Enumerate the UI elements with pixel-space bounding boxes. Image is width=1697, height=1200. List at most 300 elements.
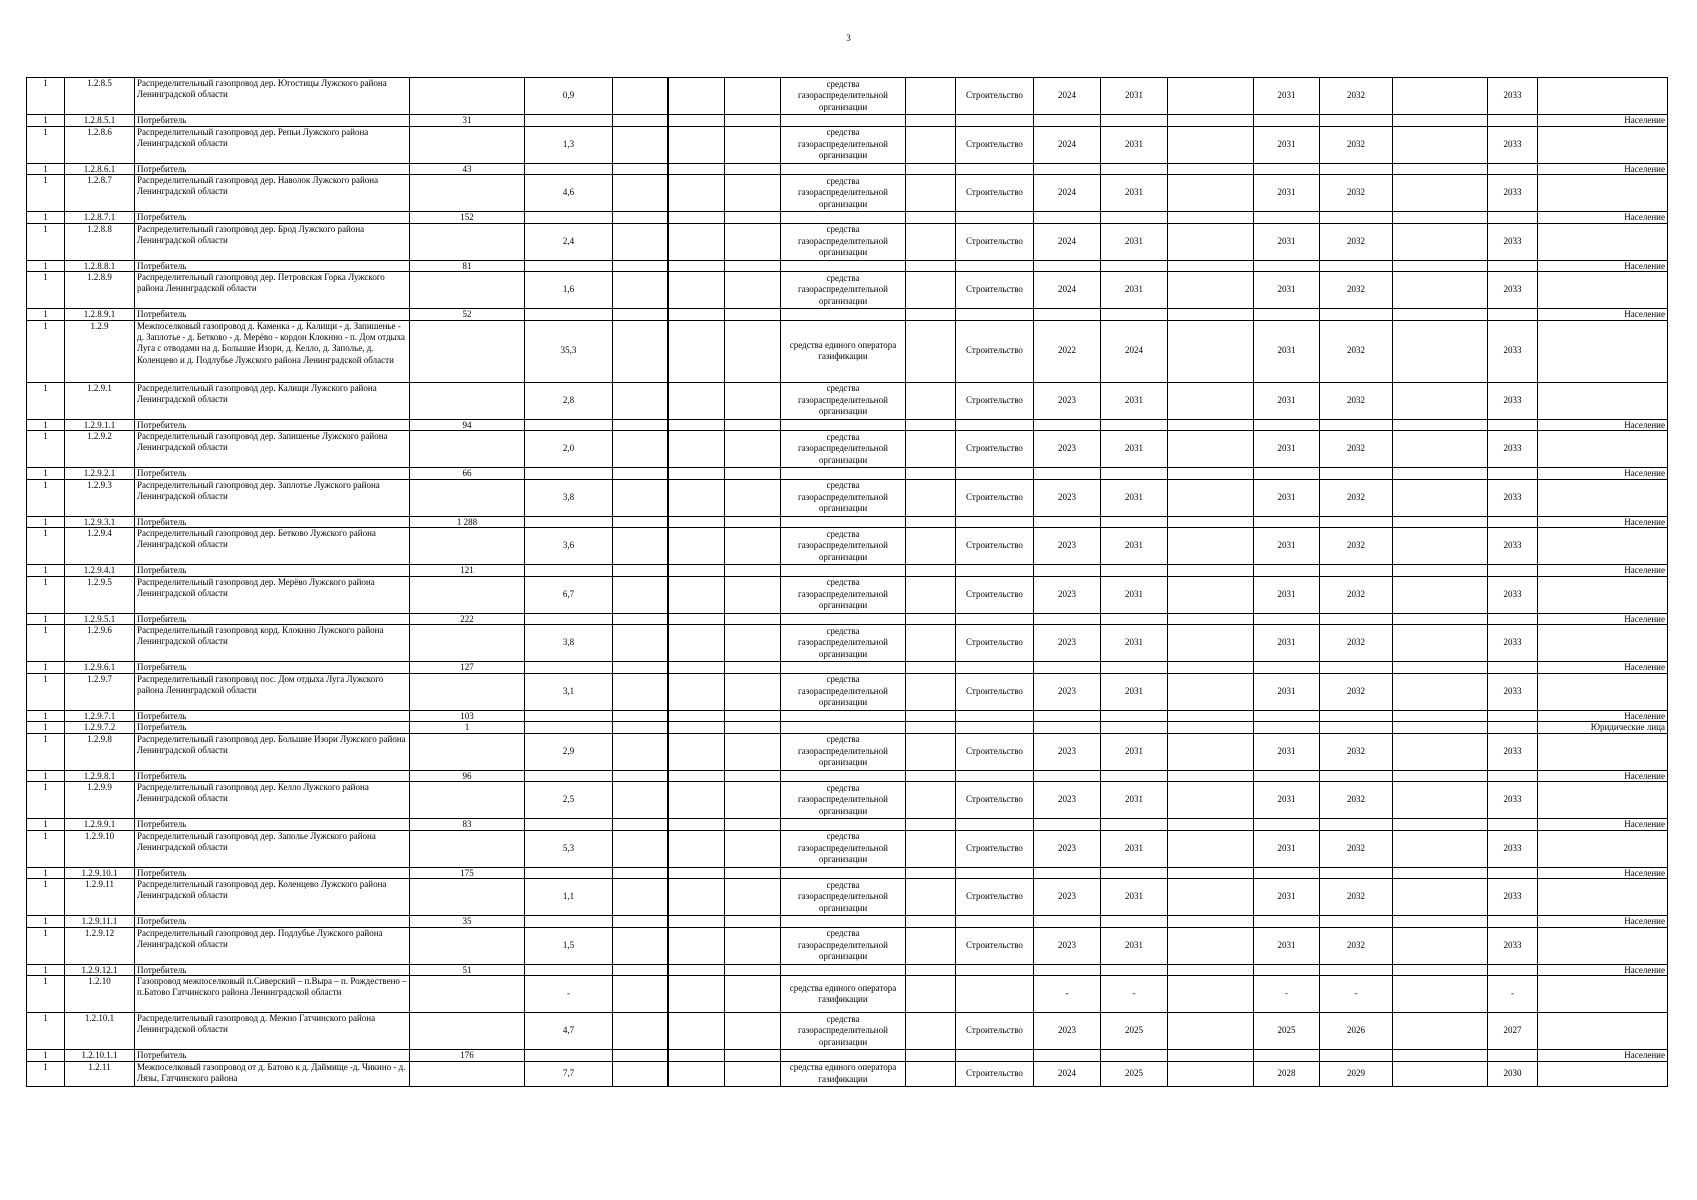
year-cell: 2033 [1488, 782, 1538, 819]
year-cell [1254, 722, 1320, 734]
length-cell: 3,6 [525, 528, 613, 565]
empty-cell [613, 710, 668, 722]
code-cell: 1.2.8.5.1 [65, 115, 135, 127]
empty-cell [1168, 879, 1254, 916]
consumer-count-cell [410, 272, 525, 309]
empty-cell [613, 976, 668, 1013]
funding-source-cell [781, 565, 906, 577]
consumer-row [27, 516, 1668, 528]
year-start-cell [1034, 419, 1101, 431]
consumer-count-cell: 121 [410, 565, 525, 577]
year-start-cell [1034, 662, 1101, 674]
name-cell: Распределительный газопровод дер. Югостицы Лужского района Ленинградской области [135, 78, 410, 115]
work-type-cell: Строительство [956, 126, 1034, 163]
empty-cell [1393, 479, 1488, 516]
consumer-group-cell [1538, 879, 1668, 916]
empty-cell [668, 1050, 725, 1062]
year-cell [1101, 613, 1168, 625]
empty-cell [906, 468, 956, 480]
name-cell: Распределительный газопровод дер. Брод Лужского района Ленинградской области [135, 223, 410, 260]
length-cell: 3,1 [525, 673, 613, 710]
consumer-count-cell: 96 [410, 770, 525, 782]
empty-cell [1393, 528, 1488, 565]
work-type-cell: Строительство [956, 223, 1034, 260]
empty-cell [1393, 673, 1488, 710]
year-cell [1320, 309, 1393, 321]
empty-cell [1393, 662, 1488, 674]
consumer-group-cell [1538, 479, 1668, 516]
empty-cell [613, 382, 668, 419]
level-cell: 1 [27, 819, 65, 831]
consumer-row [27, 662, 1668, 674]
empty-cell [613, 673, 668, 710]
year-cell: 2032 [1320, 78, 1393, 115]
year-cell: - [1254, 976, 1320, 1013]
level-cell: 1 [27, 576, 65, 613]
empty-cell [906, 272, 956, 309]
level-cell: 1 [27, 976, 65, 1013]
year-cell [1101, 163, 1168, 175]
empty-cell [668, 223, 725, 260]
consumer-group-cell [1538, 431, 1668, 468]
year-cell: 2032 [1320, 830, 1393, 867]
name-cell: Распределительный газопровод дер. Петровская Горка Лужского района Ленинградской области [135, 272, 410, 309]
length-cell [525, 710, 613, 722]
year-start-cell: 2023 [1034, 625, 1101, 662]
empty-cell [725, 78, 781, 115]
empty-cell [906, 722, 956, 734]
empty-cell [906, 1013, 956, 1050]
consumer-count-cell: 35 [410, 916, 525, 928]
funding-source-cell: средства газораспределительной организации [781, 272, 906, 309]
year-cell: 2033 [1488, 223, 1538, 260]
year-cell: 2031 [1101, 223, 1168, 260]
year-cell [1488, 722, 1538, 734]
consumer-group-cell: Население [1538, 260, 1668, 272]
year-cell: 2033 [1488, 879, 1538, 916]
consumer-count-cell [410, 879, 525, 916]
empty-cell [906, 964, 956, 976]
empty-cell [613, 722, 668, 734]
year-start-cell: 2024 [1034, 272, 1101, 309]
level-cell: 1 [27, 964, 65, 976]
year-cell: 2031 [1254, 576, 1320, 613]
funding-source-cell: средства газораспределительной организации [781, 625, 906, 662]
empty-cell [906, 419, 956, 431]
year-cell [1101, 722, 1168, 734]
empty-cell [613, 431, 668, 468]
funding-source-cell [781, 964, 906, 976]
year-cell: 2024 [1101, 320, 1168, 382]
consumer-group-cell [1538, 272, 1668, 309]
year-cell: 2031 [1254, 431, 1320, 468]
funding-source-cell [781, 516, 906, 528]
length-cell: 2,4 [525, 223, 613, 260]
work-type-cell: Строительство [956, 320, 1034, 382]
empty-cell [1393, 722, 1488, 734]
year-cell: 2032 [1320, 733, 1393, 770]
year-cell: 2031 [1254, 879, 1320, 916]
consumer-row [27, 867, 1668, 879]
empty-cell [1393, 163, 1488, 175]
name-cell: Потребитель [135, 819, 410, 831]
pipeline-row [27, 431, 1668, 468]
empty-cell [1393, 867, 1488, 879]
empty-cell [1168, 320, 1254, 382]
length-cell: 5,3 [525, 830, 613, 867]
code-cell: 1.2.10.1 [65, 1013, 135, 1050]
year-start-cell: 2023 [1034, 782, 1101, 819]
year-cell [1101, 916, 1168, 928]
empty-cell [613, 916, 668, 928]
consumer-count-cell [410, 528, 525, 565]
year-cell: 2031 [1254, 126, 1320, 163]
level-cell: 1 [27, 565, 65, 577]
empty-cell [668, 175, 725, 212]
empty-cell [1168, 163, 1254, 175]
empty-cell [906, 382, 956, 419]
year-cell: 2031 [1101, 830, 1168, 867]
empty-cell [725, 879, 781, 916]
consumer-group-cell: Население [1538, 419, 1668, 431]
empty-cell [725, 260, 781, 272]
empty-cell [613, 260, 668, 272]
year-cell [1488, 468, 1538, 480]
empty-cell [668, 479, 725, 516]
code-cell: 1.2.9.1.1 [65, 419, 135, 431]
year-start-cell [1034, 565, 1101, 577]
consumer-row [27, 419, 1668, 431]
empty-cell [613, 782, 668, 819]
empty-cell [1168, 382, 1254, 419]
year-cell: 2032 [1320, 431, 1393, 468]
length-cell: 1,1 [525, 879, 613, 916]
year-cell: 2033 [1488, 733, 1538, 770]
consumer-count-cell [410, 673, 525, 710]
funding-source-cell: средства газораспределительной организации [781, 576, 906, 613]
year-start-cell: 2023 [1034, 528, 1101, 565]
work-type-cell: Строительство [956, 879, 1034, 916]
year-cell: 2032 [1320, 382, 1393, 419]
work-type-cell [956, 613, 1034, 625]
empty-cell [906, 819, 956, 831]
year-start-cell [1034, 964, 1101, 976]
empty-cell [613, 419, 668, 431]
code-cell: 1.2.9.6.1 [65, 662, 135, 674]
name-cell: Распределительный газопровод дер. Большие Изори Лужского района Ленинградской области [135, 733, 410, 770]
level-cell: 1 [27, 516, 65, 528]
length-cell [525, 516, 613, 528]
year-cell [1254, 419, 1320, 431]
gas-pipeline-table [26, 77, 1668, 1087]
consumer-row [27, 163, 1668, 175]
year-cell: 2033 [1488, 576, 1538, 613]
funding-source-cell [781, 212, 906, 224]
empty-cell [1168, 613, 1254, 625]
year-cell: 2031 [1101, 625, 1168, 662]
empty-cell [668, 782, 725, 819]
consumer-count-cell [410, 223, 525, 260]
consumer-row [27, 1050, 1668, 1062]
year-cell: 2032 [1320, 927, 1393, 964]
consumer-row [27, 710, 1668, 722]
level-cell: 1 [27, 126, 65, 163]
length-cell [525, 722, 613, 734]
year-cell [1488, 309, 1538, 321]
empty-cell [725, 916, 781, 928]
work-type-cell: Строительство [956, 479, 1034, 516]
consumer-group-cell [1538, 78, 1668, 115]
name-cell: Потребитель [135, 867, 410, 879]
code-cell: 1.2.9.10.1 [65, 867, 135, 879]
year-start-cell [1034, 309, 1101, 321]
level-cell: 1 [27, 468, 65, 480]
year-cell: 2031 [1254, 782, 1320, 819]
consumer-group-cell [1538, 528, 1668, 565]
year-cell [1320, 770, 1393, 782]
year-cell: 2031 [1254, 272, 1320, 309]
empty-cell [906, 782, 956, 819]
year-cell: 2033 [1488, 431, 1538, 468]
empty-cell [1393, 733, 1488, 770]
consumer-count-cell: 1 [410, 722, 525, 734]
name-cell: Потребитель [135, 722, 410, 734]
year-cell: 2031 [1254, 175, 1320, 212]
empty-cell [1168, 431, 1254, 468]
code-cell: 1.2.9.3.1 [65, 516, 135, 528]
work-type-cell [956, 964, 1034, 976]
work-type-cell: Строительство [956, 272, 1034, 309]
year-cell [1101, 115, 1168, 127]
year-cell: 2025 [1101, 1061, 1168, 1086]
consumer-count-cell: 94 [410, 419, 525, 431]
empty-cell [906, 1050, 956, 1062]
empty-cell [613, 867, 668, 879]
level-cell: 1 [27, 431, 65, 468]
empty-cell [725, 431, 781, 468]
level-cell: 1 [27, 223, 65, 260]
length-cell [525, 309, 613, 321]
year-cell [1488, 115, 1538, 127]
empty-cell [1393, 964, 1488, 976]
funding-source-cell [781, 1050, 906, 1062]
empty-cell [1168, 1013, 1254, 1050]
empty-cell [1393, 175, 1488, 212]
consumer-count-cell [410, 479, 525, 516]
empty-cell [613, 770, 668, 782]
empty-cell [1168, 662, 1254, 674]
empty-cell [613, 175, 668, 212]
empty-cell [725, 419, 781, 431]
name-cell: Межпоселковый газопровод от д. Батово к д. Даймище -д. Чикино - д. Лязы, Гатчинского района [135, 1061, 410, 1086]
consumer-count-cell: 66 [410, 468, 525, 480]
consumer-group-cell [1538, 320, 1668, 382]
consumer-group-cell [1538, 126, 1668, 163]
empty-cell [725, 976, 781, 1013]
work-type-cell: Строительство [956, 382, 1034, 419]
name-cell: Потребитель [135, 468, 410, 480]
level-cell: 1 [27, 770, 65, 782]
year-cell: 2031 [1101, 782, 1168, 819]
year-start-cell: 2024 [1034, 126, 1101, 163]
consumer-count-cell [410, 830, 525, 867]
empty-cell [613, 115, 668, 127]
empty-cell [613, 830, 668, 867]
empty-cell [725, 1013, 781, 1050]
consumer-group-cell: Население [1538, 662, 1668, 674]
empty-cell [1393, 309, 1488, 321]
empty-cell [1393, 916, 1488, 928]
empty-cell [668, 468, 725, 480]
year-cell: 2025 [1101, 1013, 1168, 1050]
empty-cell [613, 468, 668, 480]
year-cell: 2032 [1320, 320, 1393, 382]
year-cell [1101, 710, 1168, 722]
empty-cell [906, 212, 956, 224]
level-cell: 1 [27, 927, 65, 964]
funding-source-cell: средства газораспределительной организации [781, 879, 906, 916]
empty-cell [613, 879, 668, 916]
empty-cell [668, 819, 725, 831]
consumer-group-cell [1538, 1061, 1668, 1086]
year-cell: 2027 [1488, 1013, 1538, 1050]
year-start-cell: 2024 [1034, 1061, 1101, 1086]
empty-cell [906, 625, 956, 662]
year-start-cell [1034, 867, 1101, 879]
name-cell: Распределительный газопровод дер. Репьи Лужского района Ленинградской области [135, 126, 410, 163]
code-cell: 1.2.9.10 [65, 830, 135, 867]
pipeline-row [27, 126, 1668, 163]
code-cell: 1.2.9.3 [65, 479, 135, 516]
empty-cell [725, 964, 781, 976]
year-cell [1488, 1050, 1538, 1062]
empty-cell [1168, 1050, 1254, 1062]
empty-cell [668, 431, 725, 468]
year-cell [1101, 516, 1168, 528]
work-type-cell [956, 468, 1034, 480]
length-cell [525, 662, 613, 674]
empty-cell [668, 1061, 725, 1086]
level-cell: 1 [27, 382, 65, 419]
empty-cell [613, 576, 668, 613]
level-cell: 1 [27, 309, 65, 321]
empty-cell [725, 565, 781, 577]
empty-cell [668, 916, 725, 928]
length-cell: 3,8 [525, 625, 613, 662]
code-cell: 1.2.9.6 [65, 625, 135, 662]
year-cell [1320, 964, 1393, 976]
work-type-cell [956, 212, 1034, 224]
empty-cell [1168, 260, 1254, 272]
empty-cell [1393, 565, 1488, 577]
year-cell: 2032 [1320, 479, 1393, 516]
empty-cell [613, 662, 668, 674]
year-cell: 2033 [1488, 830, 1538, 867]
length-cell: 1,5 [525, 927, 613, 964]
empty-cell [1168, 819, 1254, 831]
year-cell: 2032 [1320, 625, 1393, 662]
empty-cell [668, 927, 725, 964]
year-start-cell [1034, 722, 1101, 734]
code-cell: 1.2.8.6 [65, 126, 135, 163]
pipeline-row [27, 927, 1668, 964]
year-cell: 2031 [1254, 479, 1320, 516]
length-cell: - [525, 976, 613, 1013]
year-cell: 2031 [1254, 927, 1320, 964]
length-cell [525, 163, 613, 175]
empty-cell [1393, 1013, 1488, 1050]
code-cell: 1.2.10 [65, 976, 135, 1013]
consumer-group-cell: Население [1538, 468, 1668, 480]
work-type-cell [956, 163, 1034, 175]
empty-cell [725, 528, 781, 565]
year-cell: 2033 [1488, 126, 1538, 163]
name-cell: Потребитель [135, 212, 410, 224]
consumer-count-cell [410, 733, 525, 770]
empty-cell [725, 223, 781, 260]
funding-source-cell: средства газораспределительной организации [781, 782, 906, 819]
empty-cell [668, 1013, 725, 1050]
funding-source-cell: средства газораспределительной организации [781, 126, 906, 163]
consumer-group-cell: Население [1538, 964, 1668, 976]
year-cell: 2031 [1101, 175, 1168, 212]
year-cell: 2032 [1320, 272, 1393, 309]
year-cell: 2033 [1488, 479, 1538, 516]
work-type-cell: Строительство [956, 733, 1034, 770]
pipeline-row [27, 528, 1668, 565]
year-start-cell: 2024 [1034, 78, 1101, 115]
empty-cell [668, 309, 725, 321]
name-cell: Потребитель [135, 565, 410, 577]
year-cell: 2033 [1488, 382, 1538, 419]
pipeline-row [27, 382, 1668, 419]
year-cell [1488, 419, 1538, 431]
year-cell [1488, 770, 1538, 782]
funding-source-cell: средства газораспределительной организации [781, 223, 906, 260]
level-cell: 1 [27, 260, 65, 272]
year-cell [1101, 565, 1168, 577]
year-cell [1320, 722, 1393, 734]
pipeline-row [27, 879, 1668, 916]
pipeline-row [27, 479, 1668, 516]
funding-source-cell: средства единого оператора газификации [781, 976, 906, 1013]
empty-cell [725, 272, 781, 309]
empty-cell [725, 613, 781, 625]
pipeline-row [27, 78, 1668, 115]
consumer-group-cell: Юридические лица [1538, 722, 1668, 734]
year-start-cell: 2023 [1034, 733, 1101, 770]
consumer-group-cell: Население [1538, 819, 1668, 831]
code-cell: 1.2.9.9.1 [65, 819, 135, 831]
length-cell: 7,7 [525, 1061, 613, 1086]
year-cell [1254, 212, 1320, 224]
empty-cell [1393, 710, 1488, 722]
code-cell: 1.2.9.5 [65, 576, 135, 613]
year-cell [1488, 613, 1538, 625]
consumer-group-cell: Население [1538, 916, 1668, 928]
empty-cell [613, 964, 668, 976]
empty-cell [1393, 976, 1488, 1013]
name-cell: Потребитель [135, 613, 410, 625]
consumer-group-cell: Население [1538, 309, 1668, 321]
empty-cell [906, 1061, 956, 1086]
year-cell [1488, 964, 1538, 976]
work-type-cell [956, 867, 1034, 879]
code-cell: 1.2.9.4.1 [65, 565, 135, 577]
empty-cell [613, 528, 668, 565]
empty-cell [906, 479, 956, 516]
empty-cell [668, 126, 725, 163]
